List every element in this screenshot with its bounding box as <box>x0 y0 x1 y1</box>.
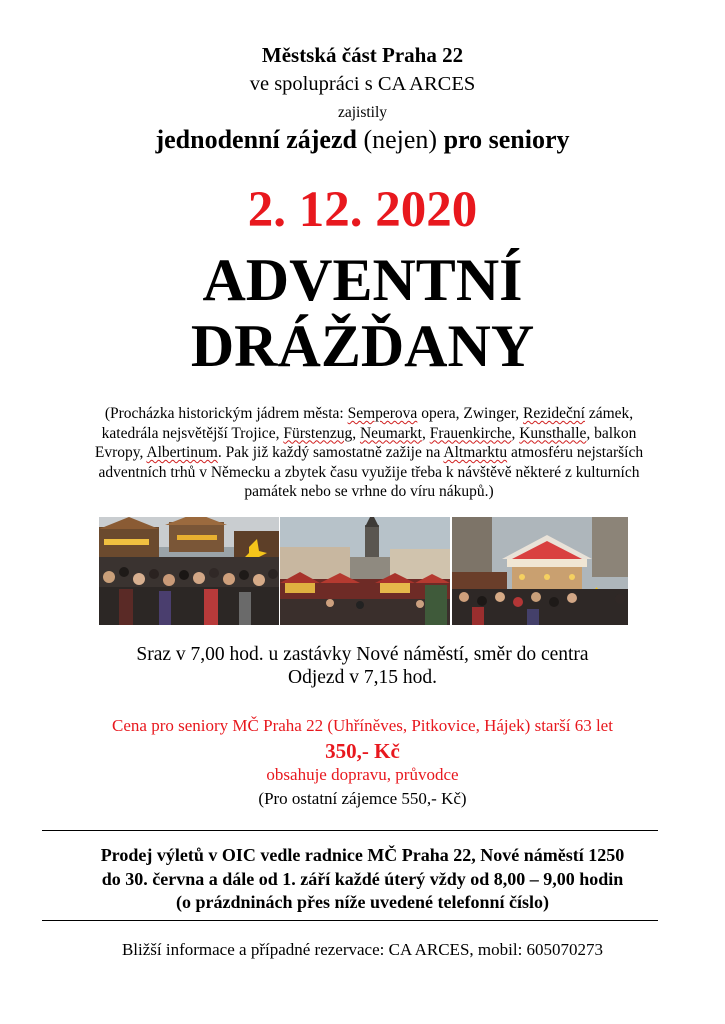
provided-line: zajistily <box>337 104 388 121</box>
contact-info: Bližší informace a případné rezervace: CA ARCES, mobil: 605070273 <box>121 940 604 959</box>
meeting-point: Sraz v 7,00 hod. u zastávky Nové náměstí, směr do centra <box>136 644 589 665</box>
trip-type-part2: (nejen) <box>363 125 438 154</box>
main-title-line1: ADVENTNÍ <box>202 247 523 313</box>
divider-bottom <box>42 920 658 921</box>
trip-date: 2. 12. 2020 <box>247 182 478 238</box>
cooperation-line: ve spolupráci s CA ARCES <box>249 73 476 95</box>
trip-description: (Procházka historickým jádrem města: Semperova opera, Zwinger, Rezideční zámek, katedrála nejsvětější Trojice, Fürstenzug, Neumarkt, Frauenkirche, Kunsthalle, balkon Evropy, Albertinum. Pak již každý samostatně zažije na Altmarktu atmosféru nejstarších adventních trhů v Německu a zbytek času využije třeba k návštěvě některé z kulturních památek nebo se vrhne do víru nákupů.) <box>94 405 644 500</box>
photo-square-church <box>280 517 450 625</box>
sales-hours: do 30. června a dále od 1. září každé úterý vždy od 8,00 – 9,00 hodin <box>101 869 624 889</box>
organizer-title: Městská část Praha 22 <box>261 43 464 67</box>
photo-carousel-crowd <box>452 517 628 625</box>
trip-type-part3: pro seniory <box>443 125 570 154</box>
price-eligibility: Cena pro seniory MČ Praha 22 (Uhříněves, Pitkovice, Hájek) starší 63 let <box>112 716 613 735</box>
photo-market-crowd <box>99 517 279 625</box>
divider-top <box>42 830 658 831</box>
sales-location: Prodej výletů v OIC vedle radnice MČ Praha 22, Nové náměstí 1250 <box>100 845 625 865</box>
trip-type-part1: jednodenní zájezd <box>155 125 357 154</box>
price-includes: obsahuje dopravu, průvodce <box>266 765 459 784</box>
price-amount: 350,- Kč <box>325 739 400 763</box>
price-others: (Pro ostatní zájemce 550,- Kč) <box>258 789 467 808</box>
trip-type-line <box>0 125 725 155</box>
departure-time: Odjezd v 7,15 hod. <box>288 667 437 688</box>
sales-holiday-note: (o prázdninách přes níže uvedené telefonní číslo) <box>176 892 549 912</box>
main-title-line2: DRÁŽĎANY <box>190 313 535 379</box>
